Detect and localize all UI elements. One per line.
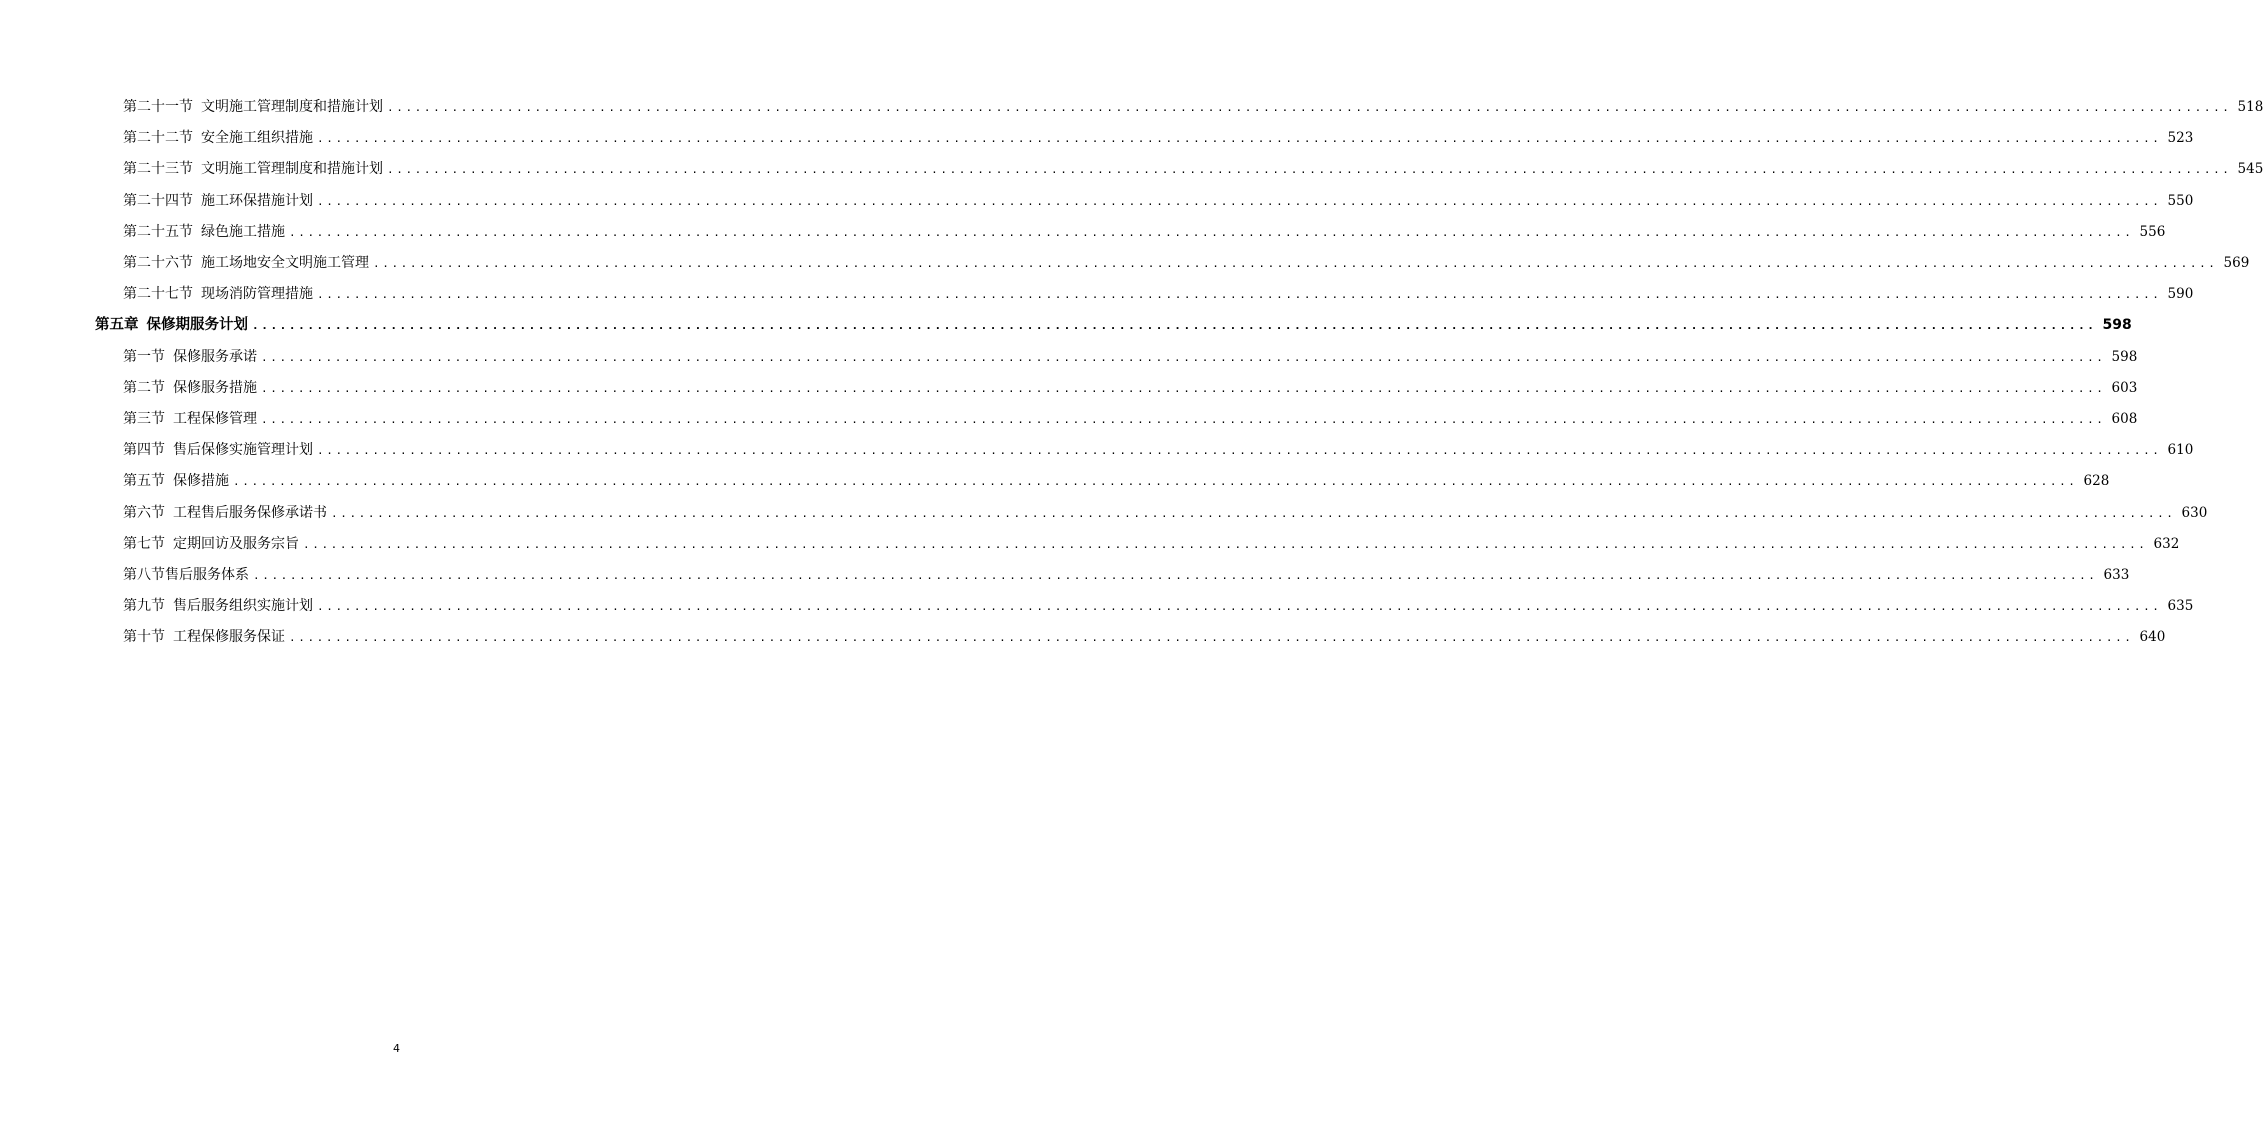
toc-dot-leader: ........................................................................................................................................................................................................ (233, 475, 2078, 489)
toc-entry-title: 售后服务组织实施计划 (173, 598, 313, 615)
toc-page-number: 608 (2111, 411, 2138, 427)
toc-page-number: 523 (2167, 130, 2194, 147)
toc-section-row[interactable] (123, 127, 2194, 149)
toc-section-row[interactable] (123, 564, 2130, 586)
toc-page-number: 628 (2083, 473, 2110, 490)
toc-entry-title: 保修服务承诺 (173, 348, 257, 365)
toc-entry-title: 绿色施工措施 (201, 223, 285, 240)
toc-entry-label (123, 595, 313, 617)
toc-entry-title: 现场消防管理措施 (201, 286, 313, 303)
toc-section-row[interactable] (123, 96, 2263, 118)
toc-entry-number: 第六节 (123, 504, 165, 521)
toc-dot-leader: ........................................................................................................................................................................................................ (252, 319, 2097, 333)
toc-entry-number: 第二十一节 (123, 99, 193, 115)
toc-dot-leader: ........................................................................................................................................................................................................ (261, 413, 2106, 426)
toc-entry-label (123, 377, 257, 399)
toc-section-row[interactable] (123, 221, 2166, 243)
toc-dot-leader: ........................................................................................................................................................................................................ (289, 225, 2134, 239)
toc-page-number: 640 (2139, 629, 2166, 646)
toc-entry-title: 工程保修管理 (173, 411, 257, 427)
toc-entry-label (123, 158, 383, 180)
toc-entry-number: 第二十三节 (123, 161, 193, 178)
toc-entry-label (123, 408, 257, 430)
toc-dot-leader: ........................................................................................................................................................................................................ (317, 132, 2162, 146)
toc-entry-label (123, 533, 299, 555)
toc-entry-label (95, 314, 248, 336)
toc-entry-number: 第九节 (123, 598, 165, 615)
toc-entry-title: 安全施工组织措施 (201, 130, 313, 147)
toc-entry-title: 工程售后服务保修承诺书 (173, 504, 327, 521)
toc-entry-label (123, 470, 229, 492)
toc-entry-title: 售后保修实施管理计划 (173, 442, 313, 459)
toc-entry-label (123, 502, 327, 524)
toc-section-row[interactable] (123, 470, 2110, 492)
toc-dot-leader: ........................................................................................................................................................................................................ (317, 600, 2162, 614)
toc-entry-number: 第一节 (123, 348, 165, 365)
toc-section-row[interactable] (123, 377, 2138, 399)
toc-entry-number: 第七节 (123, 535, 165, 552)
toc-entry-label (123, 346, 257, 368)
toc-dot-leader: ........................................................................................................................................................................................................ (317, 194, 2162, 208)
toc-section-row[interactable] (123, 439, 2194, 461)
toc-page-number: 630 (2181, 504, 2208, 521)
toc-entry-number: 第八节售后服务体系 (123, 567, 249, 583)
toc-dot-leader: ........................................................................................................................................................................................................ (373, 257, 2218, 270)
toc-entry-number: 第二十四节 (123, 192, 193, 209)
toc-section-row[interactable] (123, 346, 2138, 368)
toc-dot-leader: ........................................................................................................................................................................................................ (317, 444, 2162, 458)
toc-entry-title: 文明施工管理制度和措施计划 (201, 161, 383, 178)
toc-page-number: 598 (2102, 317, 2132, 334)
toc-section-row[interactable] (123, 408, 2138, 430)
toc-dot-leader: ........................................................................................................................................................................................................ (261, 350, 2106, 364)
toc-entry-title: 定期回访及服务宗旨 (173, 535, 299, 552)
toc-page-number: 610 (2167, 442, 2194, 459)
toc-dot-leader: ........................................................................................................................................................................................................ (303, 537, 2148, 551)
toc-entry-label (123, 439, 313, 461)
toc-entry-number: 第三节 (123, 411, 165, 427)
toc-entry-number: 第二节 (123, 379, 165, 396)
toc-page-number: 550 (2167, 192, 2194, 209)
toc-page-number: 590 (2167, 286, 2194, 303)
toc-entry-number: 第二十七节 (123, 286, 193, 303)
toc-chapter-row[interactable] (95, 314, 2132, 336)
toc-dot-leader: ........................................................................................................................................................................................................ (253, 569, 2098, 582)
toc-entry-number: 第二十二节 (123, 130, 193, 147)
page-number: 4 (393, 1042, 400, 1055)
toc-entry-label (123, 127, 313, 149)
toc-page-number: 633 (2103, 567, 2130, 583)
toc-entry-label (123, 283, 313, 305)
toc-section-row[interactable] (123, 283, 2194, 305)
toc-page-number: 545 (2237, 161, 2263, 178)
toc-dot-leader: ........................................................................................................................................................................................................ (331, 506, 2176, 520)
toc-entry-title: 施工环保措施计划 (201, 192, 313, 209)
toc-entry-title: 施工场地安全文明施工管理 (201, 255, 369, 271)
toc-dot-leader: ........................................................................................................................................................................................................ (317, 288, 2162, 302)
toc-entry-number: 第五节 (123, 473, 165, 490)
toc-page-number: 632 (2153, 535, 2180, 552)
toc-entry-label (123, 626, 285, 648)
toc-dot-leader: ........................................................................................................................................................................................................ (261, 381, 2106, 395)
toc-page-number: 603 (2111, 379, 2138, 396)
toc-page-number: 635 (2167, 598, 2194, 615)
toc-section-row[interactable] (123, 158, 2263, 180)
toc-entry-number: 第十节 (123, 629, 165, 646)
toc-section-row[interactable] (123, 533, 2180, 555)
toc-section-row[interactable] (123, 502, 2208, 524)
toc-entry-title: 保修措施 (173, 473, 229, 490)
toc-page-number: 598 (2111, 348, 2138, 365)
toc-section-row[interactable] (123, 626, 2166, 648)
toc-entry-title: 文明施工管理制度和措施计划 (201, 99, 383, 115)
toc-entry-title: 工程保修服务保证 (173, 629, 285, 646)
toc-entry-number: 第五章 (95, 317, 139, 334)
toc-entry-title: 保修服务措施 (173, 379, 257, 396)
toc-section-row[interactable] (123, 190, 2194, 212)
toc-section-row[interactable] (123, 252, 2250, 274)
toc-dot-leader: ........................................................................................................................................................................................................ (289, 631, 2134, 645)
toc-entry-number: 第四节 (123, 442, 165, 459)
toc-entry-number: 第二十六节 (123, 255, 193, 271)
toc-entry-label (123, 96, 383, 118)
toc-page-number: 556 (2139, 223, 2166, 240)
toc-entry-label (123, 564, 249, 586)
toc-entry-label (123, 252, 369, 274)
toc-section-row[interactable] (123, 595, 2194, 617)
toc-dot-leader: ........................................................................................................................................................................................................ (387, 163, 2232, 177)
toc-entry-label (123, 190, 313, 212)
toc-entry-label (123, 221, 285, 243)
toc-page-number: 569 (2223, 255, 2250, 271)
toc-page-number: 518 (2237, 99, 2263, 115)
toc-dot-leader: ........................................................................................................................................................................................................ (387, 101, 2232, 114)
toc-entry-title: 保修期服务计划 (146, 317, 248, 334)
toc-entry-number: 第二十五节 (123, 223, 193, 240)
